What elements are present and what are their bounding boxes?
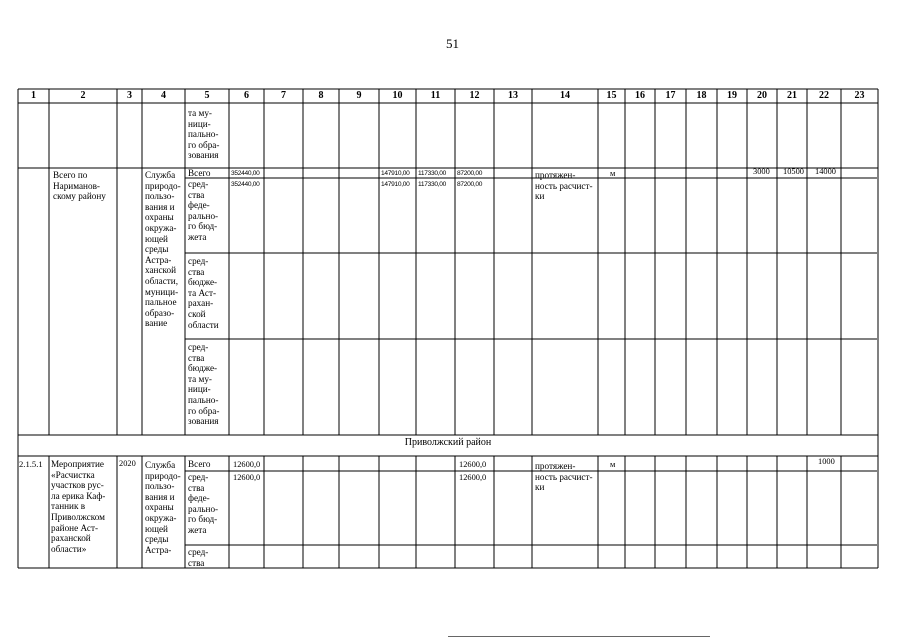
col-number: 11 (430, 90, 441, 101)
col-number: 18 (696, 90, 707, 101)
col-number: 10 (392, 90, 403, 101)
federal-year-1: 147910,00 (381, 181, 410, 188)
col-number: 20 (757, 90, 767, 101)
col-number: 9 (356, 90, 362, 101)
total-year-1: 147910,00 (381, 170, 410, 177)
scan-artifact (448, 636, 710, 637)
source-continuation: та му- ници- пально- го обра- зования (188, 108, 220, 161)
event-total-sum: 12600,0 (233, 460, 261, 469)
event-federal-year-3: 12600,0 (459, 473, 487, 482)
event-indicator-value-22: 1000 (818, 457, 835, 466)
event-source-total: Всего (188, 459, 211, 469)
col-number: 23 (854, 90, 865, 101)
col-number: 14 (560, 90, 570, 101)
indicator-value-22: 14000 (815, 167, 836, 176)
indicator-value-20: 3000 (753, 167, 770, 176)
col-number: 4 (161, 90, 166, 101)
event-federal-sum: 12600,0 (233, 473, 261, 482)
federal-year-2: 117330,00 (418, 181, 446, 188)
col-number: 17 (665, 90, 676, 101)
event-executor: Служба природо- пользо- вания и охраны окружа- ющей среды Астра- (145, 460, 181, 555)
indicator-value-21: 10500 (783, 167, 804, 176)
event-total-year-3: 12600,0 (459, 460, 487, 469)
col-number: 22 (819, 90, 829, 101)
page-number: 51 (446, 36, 459, 51)
col-number: 6 (244, 90, 249, 101)
total-year-2: 117330,00 (418, 170, 446, 177)
event-indicator-name: протяжен- ность расчист- ки (535, 461, 593, 493)
col-number: 15 (606, 90, 617, 101)
event-source-regional: сред- ства (188, 547, 209, 568)
funding-source-municipal: сред- ства бюдже- та му- ници- пально- го обра- зования (188, 342, 220, 427)
event-year: 2020 (119, 459, 136, 468)
funding-source-total: Всего (188, 168, 211, 178)
district-total-name: Всего по Нариманов- скому району (53, 170, 106, 202)
total-sum: 352440,00 (231, 170, 260, 177)
federal-sum: 352440,00 (231, 181, 260, 188)
executor: Служба природо- пользо- вания и охраны окружа- ющей среды Астра- ханской области, муници- пальное образо- вание (145, 170, 181, 329)
funding-source-federal: сред- ства феде- рально- го бюд- жета (188, 179, 219, 242)
federal-year-3: 87200,00 (457, 181, 483, 188)
col-number: 3 (127, 90, 132, 101)
event-source-federal: сред- ства феде- рально- го бюд- жета (188, 472, 219, 535)
total-year-3: 87200,00 (457, 170, 483, 177)
col-number: 2 (80, 90, 86, 101)
indicator-name: протяжен- ность расчист- ки (535, 170, 593, 202)
funding-source-regional: сред- ства бюдже- та Аст- рахан- ской области (188, 256, 219, 330)
col-number: 7 (281, 90, 286, 101)
event-unit: м (610, 460, 616, 469)
unit: м (610, 169, 616, 178)
col-number: 16 (635, 90, 645, 101)
col-number: 21 (787, 90, 797, 101)
district-header: Приволжский район (404, 437, 492, 448)
col-number: 12 (469, 90, 480, 101)
col-number: 5 (204, 90, 210, 101)
col-number: 8 (318, 90, 324, 101)
col-number: 1 (31, 90, 36, 101)
col-number: 13 (508, 90, 518, 101)
event-name: Мероприятие «Расчистка участков рус- ла ерика Каф- танник в Приволжском районе Аст- раханской области» (51, 459, 106, 554)
col-number: 19 (727, 90, 737, 101)
event-code: 2.1.5.1 (19, 459, 43, 469)
